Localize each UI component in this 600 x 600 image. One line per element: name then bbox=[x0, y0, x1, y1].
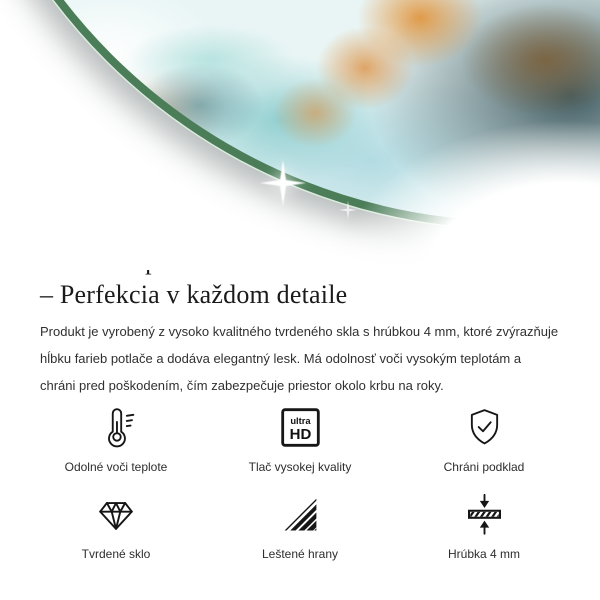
shield-check-icon bbox=[462, 405, 507, 450]
svg-text:HD: HD bbox=[289, 425, 311, 443]
feature-label: Leštené hrany bbox=[261, 547, 339, 561]
feature-label: Hrúbka 4 mm bbox=[447, 547, 521, 561]
thermometer-icon bbox=[94, 405, 139, 450]
feature-label: Chráni podklad bbox=[443, 460, 525, 474]
ultra-hd-icon bbox=[278, 405, 323, 450]
feature-label: Odolné voči teplote bbox=[64, 460, 168, 474]
feature-polished-edges bbox=[196, 492, 404, 561]
feature-print-quality bbox=[196, 405, 404, 474]
diamond-icon bbox=[93, 492, 139, 537]
feature-grid bbox=[36, 405, 564, 561]
feature-protects-surface bbox=[404, 405, 564, 474]
product-description-text: Produkt je vyrobený z vysoko kvalitného tvrdeného skla s hrúbkou 4 mm, ktoré zvýrazňuje hĺbku farieb potlače a dodáva elegantný lesk. Má odolnosť voči vysokým teplotám a chráni pred poškodením, čím zabezpečuje priestor okolo krbu na roky. bbox=[40, 324, 559, 393]
feature-label: Tlač vysokej kvality bbox=[248, 460, 352, 474]
feature-thickness bbox=[404, 492, 564, 561]
product-hero-image bbox=[0, 0, 600, 270]
svg-text:ultra: ultra bbox=[289, 415, 311, 426]
title-line-2: – Perfekcia v každom detaile bbox=[40, 280, 348, 309]
feature-tempered-glass bbox=[36, 492, 196, 561]
product-description-section bbox=[0, 244, 600, 561]
glass-pad-photo bbox=[0, 0, 600, 229]
feature-label: Tvrdené sklo bbox=[81, 547, 151, 561]
feature-heat-resistant bbox=[36, 405, 196, 474]
thickness-icon bbox=[462, 492, 507, 537]
polished-edges-icon bbox=[278, 492, 323, 537]
